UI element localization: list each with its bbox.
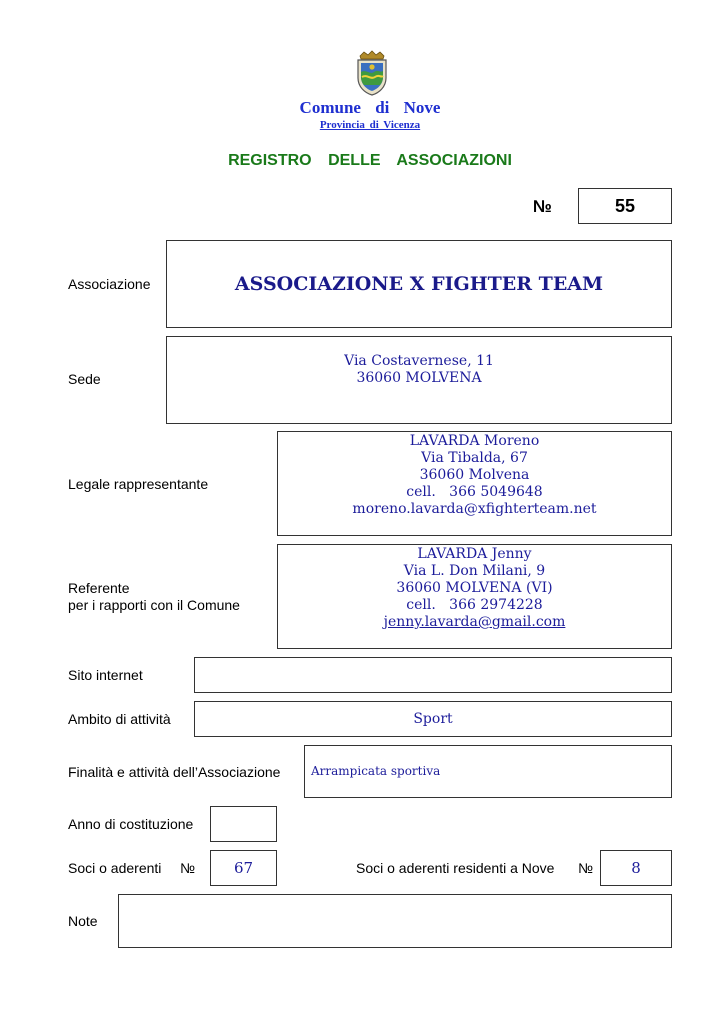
referente-email-link[interactable]: jenny.lavarda@gmail.com bbox=[383, 614, 566, 630]
finalita-value: Arrampicata sportiva bbox=[311, 764, 441, 778]
soci-field[interactable] bbox=[210, 850, 277, 886]
associazione-value: ASSOCIAZIONE X FIGHTER TEAM bbox=[234, 273, 604, 295]
comune-title: Comune di Nove bbox=[299, 98, 441, 117]
registry-number-value: 55 bbox=[614, 195, 636, 216]
ambito-field[interactable] bbox=[194, 701, 672, 737]
finalita-label: Finalità e attività dell’Associazione bbox=[68, 764, 281, 780]
ambito-label: Ambito di attività bbox=[68, 711, 171, 727]
sede-line: 36060 MOLVENA bbox=[356, 370, 482, 386]
registro-title: REGISTRO DELLE ASSOCIAZIONI bbox=[228, 152, 512, 169]
soci-residenti-value: 8 bbox=[631, 859, 641, 877]
coat-of-arms-icon bbox=[352, 50, 392, 96]
referente-line: LAVARDA Jenny bbox=[417, 546, 532, 562]
number-symbol: № bbox=[533, 197, 552, 216]
anno-field[interactable] bbox=[210, 806, 277, 842]
soci-value: 67 bbox=[233, 859, 254, 877]
sito-field[interactable] bbox=[194, 657, 672, 693]
sede-line: Via Costavernese, 11 bbox=[344, 353, 494, 369]
referente-field[interactable] bbox=[277, 544, 672, 649]
referente-line: 36060 MOLVENA (VI) bbox=[396, 580, 553, 596]
note-field[interactable] bbox=[118, 894, 672, 948]
anno-label: Anno di costituzione bbox=[68, 816, 194, 832]
legale-line: 36060 Molvena bbox=[419, 467, 530, 483]
legale-line: LAVARDA Moreno bbox=[409, 433, 540, 449]
soci-residenti-label: Soci o aderenti residenti a Nove bbox=[356, 860, 555, 876]
legale-line: cell. 366 5049648 bbox=[406, 484, 543, 500]
sede-field[interactable] bbox=[166, 336, 672, 424]
legale-line: Via Tibalda, 67 bbox=[421, 450, 528, 466]
legale-label: Legale rappresentante bbox=[68, 476, 209, 492]
referente-label: Referente bbox=[68, 580, 130, 596]
referente-line: cell. 366 2974228 bbox=[406, 597, 543, 613]
referente-line: Via L. Don Milani, 9 bbox=[403, 563, 546, 579]
legale-field[interactable] bbox=[277, 431, 672, 536]
finalita-field[interactable] bbox=[304, 745, 672, 798]
legale-email: moreno.lavarda@xfighterteam.net bbox=[352, 501, 597, 517]
soci-label: Soci o aderenti bbox=[68, 860, 162, 876]
referente-sublabel: per i rapporti con il Comune bbox=[68, 597, 240, 613]
soci-number-symbol: № bbox=[180, 860, 196, 876]
sito-label: Sito internet bbox=[68, 667, 143, 683]
ambito-value: Sport bbox=[413, 711, 453, 727]
provincia-subtitle: Provincia di Vicenza bbox=[319, 119, 421, 131]
associazione-field[interactable] bbox=[166, 240, 672, 328]
associazione-label: Associazione bbox=[68, 276, 151, 292]
soci-residenti-number-symbol: № bbox=[578, 860, 594, 876]
note-label: Note bbox=[68, 913, 98, 929]
registry-number-field[interactable] bbox=[578, 188, 672, 224]
soci-residenti-field[interactable] bbox=[600, 850, 672, 886]
sede-label: Sede bbox=[68, 371, 101, 387]
